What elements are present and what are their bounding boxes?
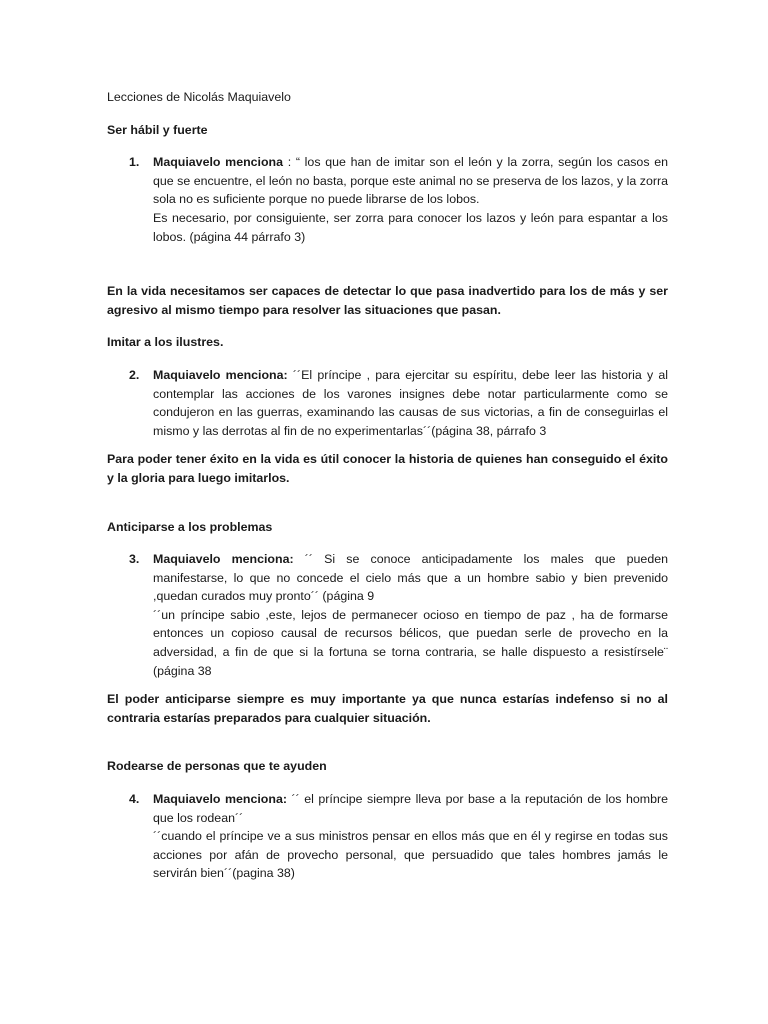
quote-lead-2: Maquiavelo menciona:	[153, 367, 288, 382]
section-heading-2: Imitar a los ilustres.	[107, 335, 224, 350]
section-heading-4: Rodearse de personas que te ayuden	[107, 759, 327, 774]
quote-paragraph-3	[153, 550, 668, 606]
list-body-2	[153, 366, 668, 440]
quote-text-1b: Es necesario, por consiguiente, ser zorra para conocer los lazos y león para espantar a los lobos. (página 44 párrafo 3)	[153, 210, 668, 244]
list-body-1	[153, 153, 668, 246]
section-heading-3: Anticiparse a los problemas	[107, 519, 273, 534]
document-title: Lecciones de Nicolás Maquiavelo	[107, 90, 291, 104]
quote-text-4: ´´ el príncipe siempre lleva por base a la reputación de los hombre que los rodean´´	[153, 792, 669, 825]
list-body-4	[153, 790, 668, 883]
list-number-2: 2.	[129, 367, 140, 382]
quote-paragraph-1	[153, 153, 668, 209]
quote-lead-1: Maquiavelo menciona	[153, 155, 284, 170]
list-item-1	[107, 153, 668, 246]
conclusion-1: En la vida necesitamos ser capaces de detectar lo que pasa inadvertido para los de más y ser agresivo al mismo tiempo para resolver las situaciones que pasan.	[107, 284, 668, 317]
section-heading-1: Ser hábil y fuerte	[107, 122, 208, 137]
quote-lead-3: Maquiavelo menciona:	[153, 552, 294, 567]
list-item-2	[107, 366, 668, 440]
quote-text-3b: ´´un príncipe sabio ,este, lejos de permanecer ocioso en tiempo de paz , ha de formarse entonces un copioso causal de recursos bélicos, que puedan serle de provecho en la adversidad, a fin de que si la fortuna se torna contraria, se halle dispuesto a resistírsele¨ (página 38	[153, 607, 668, 678]
quote-paragraph-4	[153, 790, 668, 827]
quote-text-2: ´´El príncipe , para ejercitar su espíritu, debe leer las historia y al contemplar las acciones de los varones insignes debe notar particularmente como se condujeron en las guerras, examinando las causas de sus victorias, a fin de conseguirlas el mismo y las derrotas al fin de no experimentarlas´´(página 38, párrafo 3	[153, 367, 668, 438]
spacer	[107, 260, 668, 282]
spacer	[107, 502, 668, 518]
list-item-4	[107, 790, 668, 883]
quote-text-1: : “ los que han de imitar son el león y la zorra, según los casos en que se encuentre, el león no basta, porque este animal no se preserva de los lazos, y la zorra sola no es suficiente porque no puede librarse de los lobos.	[153, 155, 668, 207]
list-item-3	[107, 550, 668, 680]
quote-lead-4: Maquiavelo menciona:	[153, 792, 287, 807]
list-number-1: 1.	[129, 155, 140, 170]
conclusion-2: Para poder tener éxito en la vida es útil conocer la historia de quienes han conseguido el éxito y la gloria para luego imitarlos.	[107, 452, 668, 485]
list-body-3	[153, 550, 668, 680]
quote-text-3: ´´ Si se conoce anticipadamente los males que pueden manifestarse, lo que no concede el cielo más que a un hombre sabio y bien prevenido ,quedan curados muy pronto´´ (página 9	[153, 552, 668, 604]
quote-text-4b: ´´cuando el príncipe ve a sus ministros pensar en ellos más que en él y regirse en todas sus acciones por afán de provecho personal, que persuadido que tales hombres jamás le servirán bien´´(pagina 38)	[153, 829, 668, 881]
spacer	[107, 741, 668, 757]
quote-paragraph-2	[153, 366, 668, 440]
conclusion-3: El poder anticiparse siempre es muy importante ya que nunca estarías indefenso si no al contraria estarías preparados para cualquier situación.	[107, 692, 668, 725]
list-number-4: 4.	[129, 792, 140, 807]
list-number-3: 3.	[129, 552, 140, 567]
